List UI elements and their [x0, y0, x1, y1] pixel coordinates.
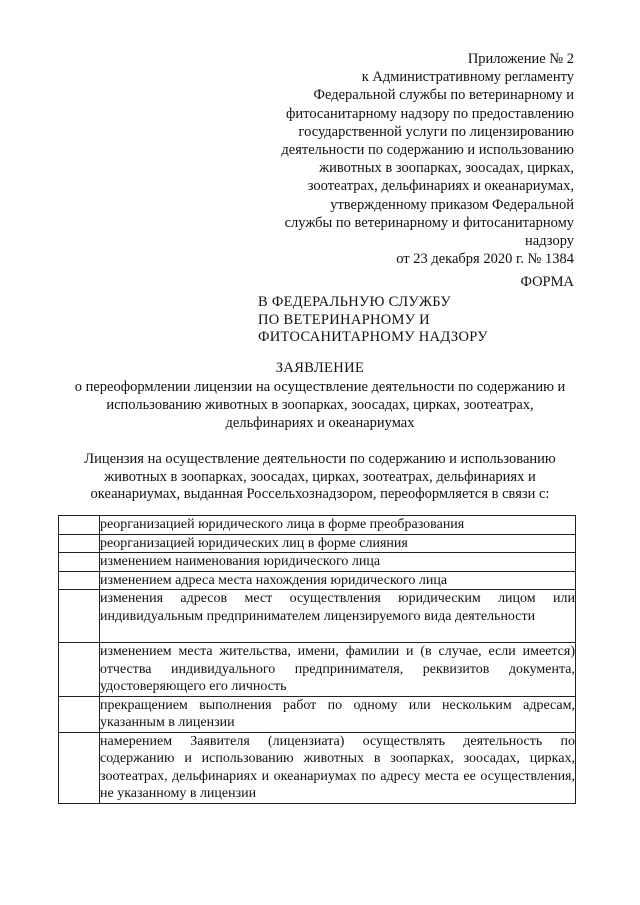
reason-text: изменения адресов мест осуществления юридическим лицом или индивидуальным предпринимателем лицензируемого вида деятельности: [100, 590, 576, 643]
appendix-line: от 23 декабря 2020 г. № 1384: [396, 251, 574, 268]
reason-row: [59, 590, 576, 643]
reason-text: изменением адреса места нахождения юридического лица: [100, 571, 576, 590]
addressee-line: ПО ВЕТЕРИНАРНОМУ И: [258, 311, 430, 328]
reason-row: [59, 732, 576, 803]
reason-checkbox[interactable]: [59, 516, 100, 535]
reason-checkbox[interactable]: [59, 534, 100, 553]
reason-text: изменением места жительства, имени, фамилии и (в случае, если имеется) отчества индивидуального предпринимателя, реквизитов документа, удостоверяющего его личность: [100, 644, 575, 694]
appendix-line: службы по ветеринарному и фитосанитарному: [284, 214, 574, 231]
reason-row: [59, 643, 576, 697]
reason-row: [59, 534, 576, 553]
appendix-line: Приложение № 2: [467, 51, 574, 67]
subject-line: о переоформлении лицензии на осуществление деятельности по содержанию и: [74, 379, 566, 395]
reason-checkbox[interactable]: [59, 590, 100, 643]
addressee-line: В ФЕДЕРАЛЬНУЮ СЛУЖБУ: [258, 294, 451, 310]
reason-row: [59, 696, 576, 732]
appendix-line: государственной услуги по лицензированию: [298, 123, 574, 140]
license-line: животных в зоопарках, зоосадах, цирках, зоотеатрах, дельфинариях и: [104, 468, 536, 485]
reason-checkbox[interactable]: [59, 571, 100, 590]
reason-row: [59, 553, 576, 572]
appendix-header: [234, 50, 574, 268]
reason-row: [59, 516, 576, 535]
reason-text: реорганизацией юридического лица в форме преобразования: [100, 516, 576, 535]
reasons-table: [58, 515, 576, 804]
addressee-block: [258, 294, 488, 347]
appendix-line: надзору: [525, 233, 574, 250]
form-label: ФОРМА: [520, 274, 574, 290]
document-subject: [50, 378, 590, 432]
document-title: ЗАЯВЛЕНИЕ: [275, 360, 365, 376]
license-line: Лицензия на осуществление деятельности по содержанию и использованию: [84, 451, 556, 467]
reason-row: [59, 571, 576, 590]
reason-text: изменением наименования юридического лица: [100, 553, 576, 572]
license-line: океанариумах, выданная Россельхознадзором, переоформляется в связи с:: [90, 486, 550, 502]
appendix-line: к Административному регламенту: [361, 69, 574, 86]
addressee-line: ФИТОСАНИТАРНОМУ НАДЗОРУ: [258, 329, 488, 345]
reason-checkbox[interactable]: [59, 553, 100, 572]
appendix-line: зоотеатрах, дельфинариях и океанариумах,: [307, 178, 574, 195]
subject-line: использованию животных в зоопарках, зоосадах, цирках, зоотеатрах,: [106, 397, 534, 413]
subject-line: дельфинариях и океанариумах: [225, 415, 415, 431]
reason-checkbox[interactable]: [59, 696, 100, 732]
appendix-line: утвержденному приказом Федеральной: [330, 196, 574, 213]
reason-text: прекращением выполнения работ по одному или нескольким адресам, указанным в лицензии: [100, 697, 575, 730]
reason-text: реорганизацией юридических лиц в форме слияния: [100, 534, 576, 553]
reason-checkbox[interactable]: [59, 732, 100, 803]
appendix-line: фитосанитарному надзору по предоставлению: [286, 105, 574, 122]
appendix-line: Федеральной службы по ветеринарному и: [313, 87, 574, 104]
appendix-line: животных в зоопарках, зоосадах, цирках,: [319, 160, 574, 177]
appendix-line: деятельности по содержанию и использованию: [281, 142, 574, 159]
license-statement: [50, 451, 590, 504]
reason-checkbox[interactable]: [59, 643, 100, 697]
reason-text: намерением Заявителя (лицензиата) осуществлять деятельность по содержанию и использованию животных в зоопарках, зоосадах, цирках, зоотеатрах, дельфинариях и океанариумах по адресу места ее осуществления, не указанному в лицензии: [100, 733, 575, 801]
